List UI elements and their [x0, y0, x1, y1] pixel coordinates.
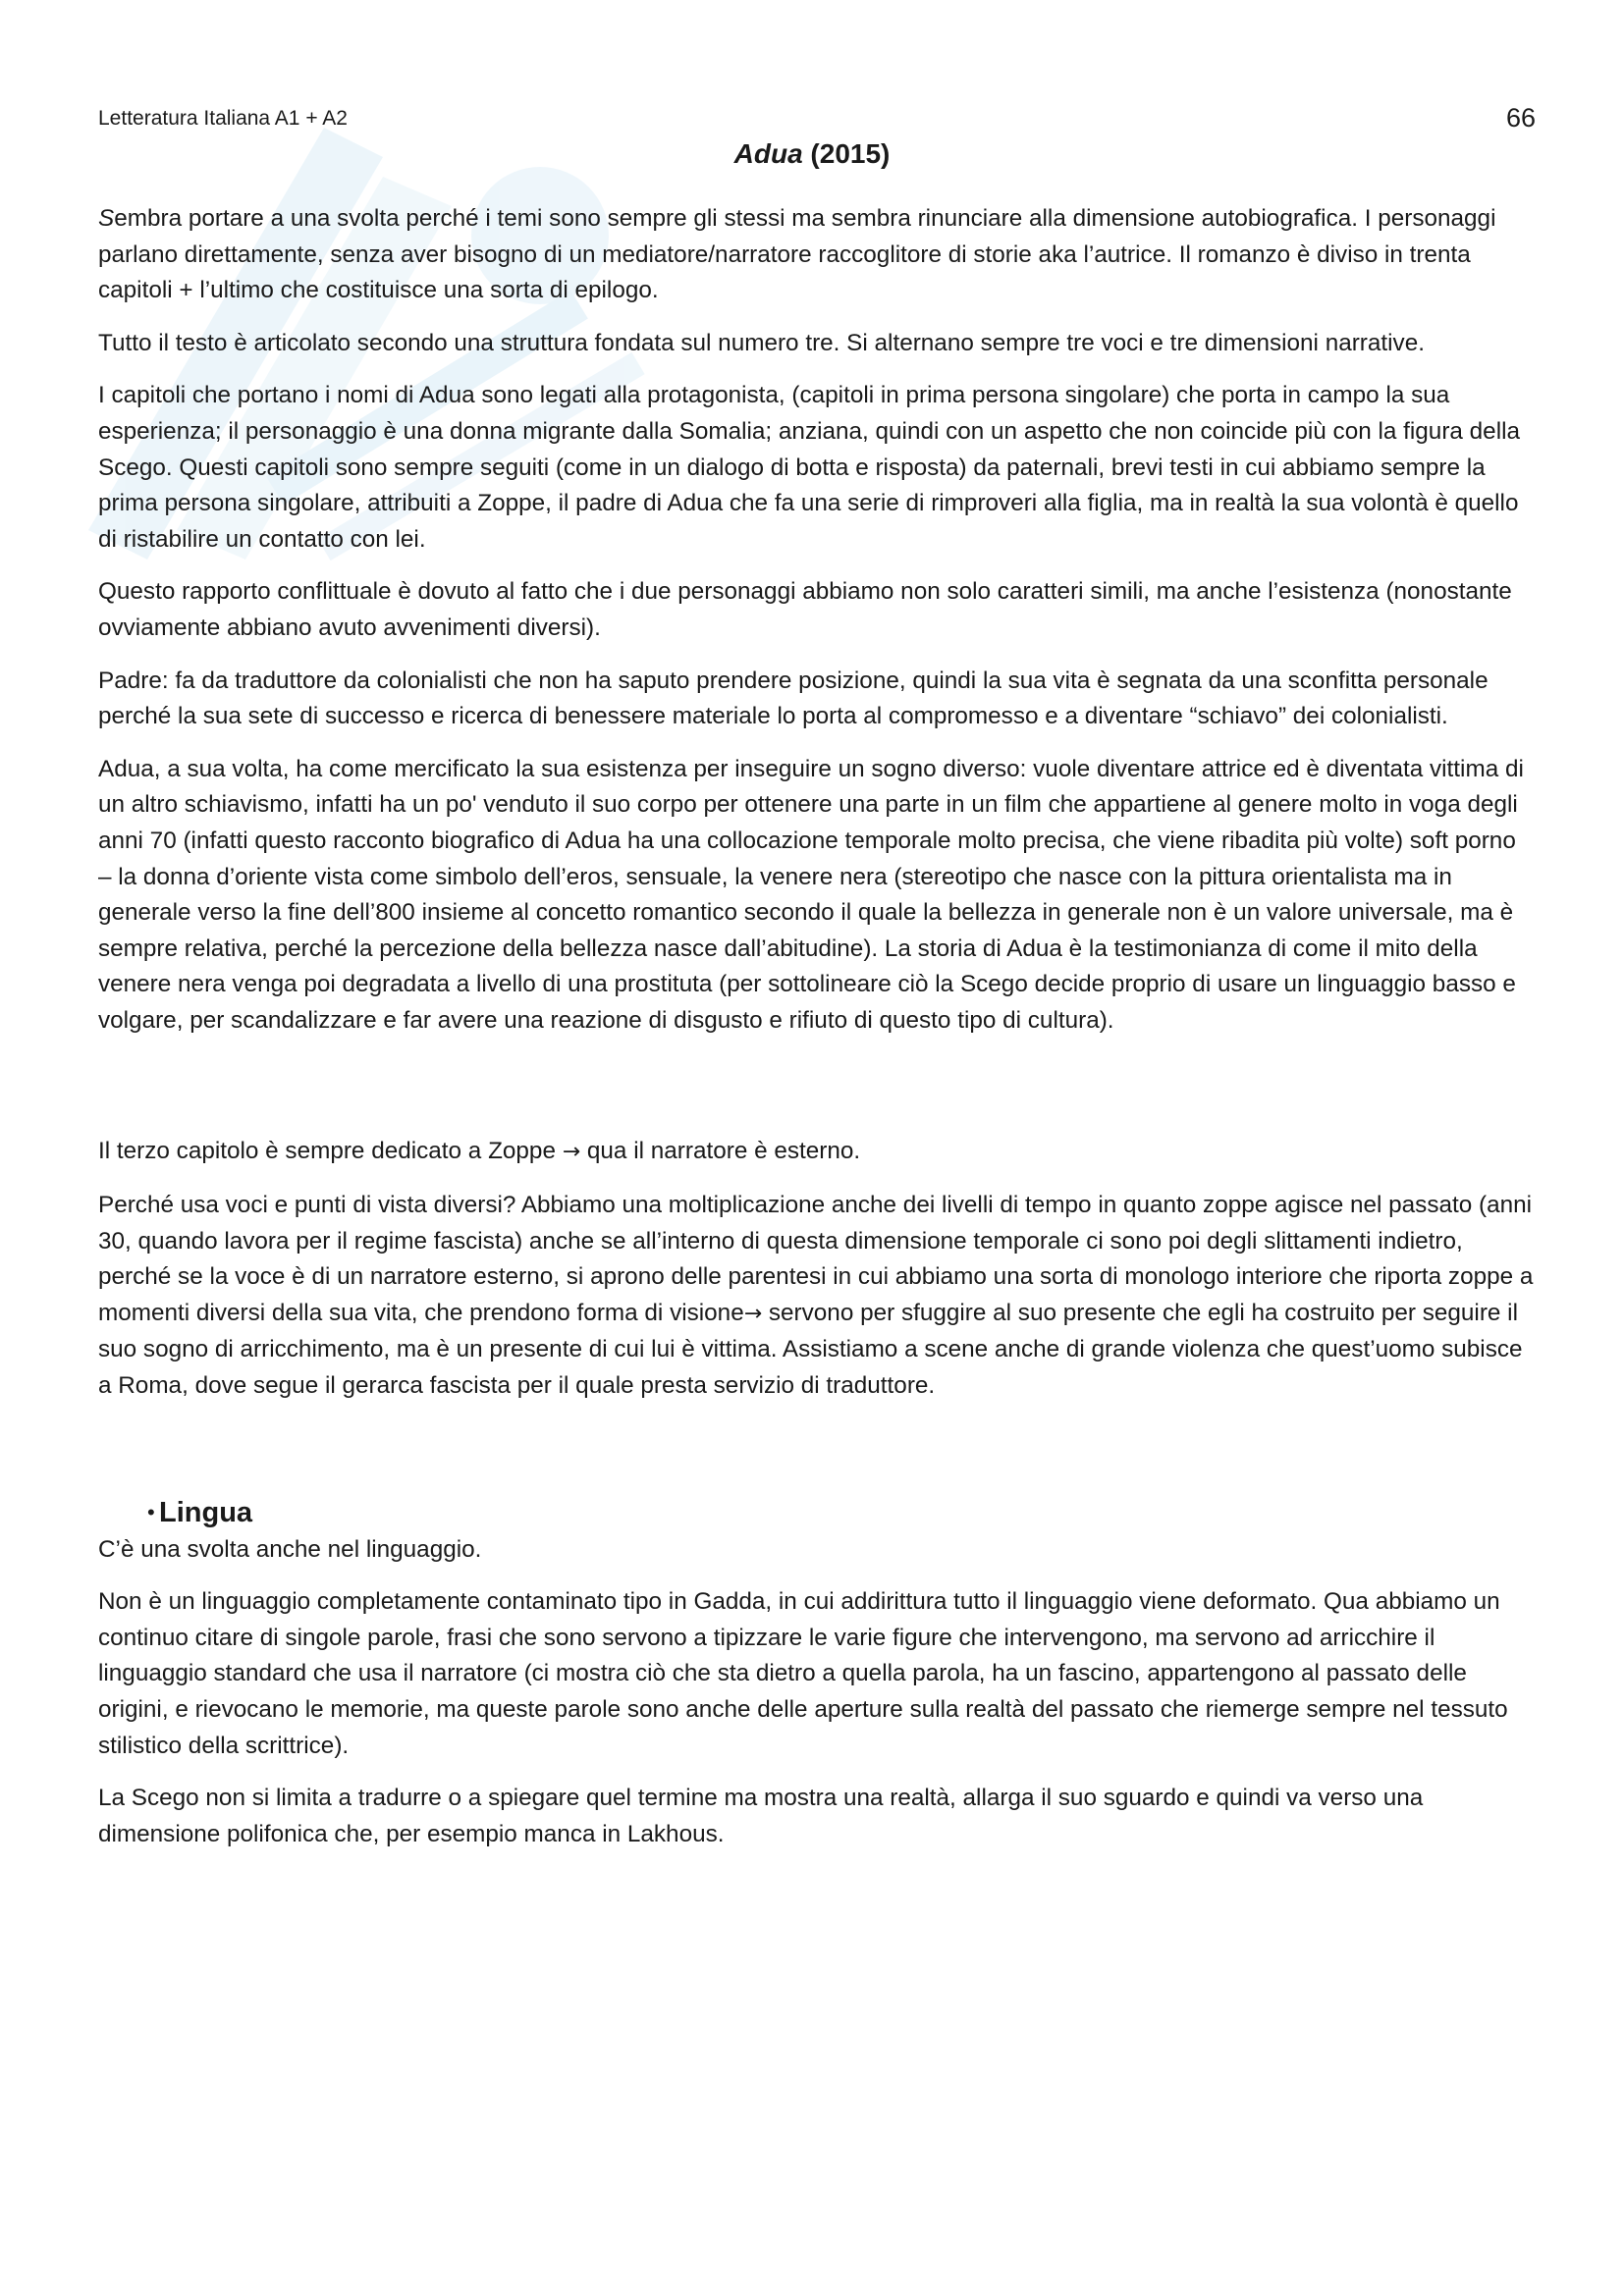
title-italic: Adua [733, 138, 803, 169]
text-run: Il terzo capitolo è sempre dedicato a Zoppe [98, 1138, 563, 1165]
paragraph: Sembra portare a una svolta perché i temi sono sempre gli stessi ma sembra rinunciare alla dimensione autobiografica. I personaggi parlano direttamente, senza aver bisogno di un mediatore/narratore raccoglitore di storie aka l’autrice. Il romanzo è diviso in trenta capitoli + l’ultimo che costituisce una sorta di epilogo. [98, 205, 1496, 304]
bullet-icon: • [147, 1500, 155, 1525]
paragraph: Tutto il testo è articolato secondo una struttura fondata sul numero tre. Si alternano sempre tre voci e tre dimensioni narrative. [98, 329, 1425, 356]
running-header: Letteratura Italiana A1 + A2 [98, 107, 348, 130]
paragraph: Non è un linguaggio completamente contaminato tipo in Gadda, in cui addirittura tutto il linguaggio viene deformato. Qua abbiamo un continuo citare di singole parole, frasi che sono servono a tipizzare le varie figure che intervengono, ma servono ad arricchire il linguaggio standard che usa il narratore (ci mostra ciò che sta dietro a quella parola, ha un fascino, appartengono al passato delle origini, e rievocano le memorie, ma queste parole sono anche delle aperture sulla realtà del passato che riemerge sempre nel tessuto stilistico della scrittrice). [98, 1588, 1508, 1759]
text-run: Perché usa voci e punti di vista diversi? Abbiamo una moltiplicazione anche dei livelli di tempo in quanto zoppe agisce nel passato (anni 30, quando lavora per il regime fascista) anche se all’interno di questa dimensione temporale ci sono poi degli slittamenti indietro, perché se la voce è di un narratore esterno, si aprono delle parentesi in cui abbiamo una sorta di monologo interiore che riporta zoppe a momenti diversi della sua vita, che prendono forma di visione [98, 1192, 1534, 1326]
title-year: (2015) [802, 138, 891, 169]
paragraph: Padre: fa da traduttore da colonialisti che non ha saputo prendere posizione, quindi la sua vita è segnata da una sconfitta personale perché la sua sete di successo e ricerca di benessere materiale lo porta al compromesso e a diventare “schiavo” dei colonialisti. [98, 667, 1489, 730]
paragraph: C’è una svolta anche nel linguaggio. [98, 1535, 482, 1563]
text-run: qua il narratore è esterno. [580, 1138, 861, 1165]
paragraph-zoppe [98, 1134, 1534, 1171]
body-text [98, 201, 1534, 1869]
text-run: servono per sfuggire al suo presente che egli ha costruito per seguire il suo sogno di arricchimento, ma è un presente di cui lui è vittima. Assistiamo a scene anche di grande violenza che quest’uomo subisce a Roma, dove segue il gerarca fascista per il quale presta servizio di traduttore. [98, 1299, 1523, 1400]
section-heading-label: Lingua [159, 1497, 253, 1529]
paragraph: Adua, a sua volta, ha come mercificato la sua esistenza per inseguire un sogno diverso: vuole diventare attrice ed è diventata vittima di un altro schiavismo, infatti ha un po' venduto il suo corpo per ottenere una parte in un film che appartiene al genere molto in voga degli anni 70 (infatti questo racconto biografico di Adua ha una collocazione temporale molto precisa, che viene ribadita più volte) soft porno – la donna d’oriente vista come simbolo dell’eros, sensuale, la venere nera (stereotipo che nasce con la pittura orientalista ma in generale verso la fine dell’800 insieme al concetto romantico secondo il quale la bellezza in generale non è un valore universale, ma è sempre relativa, perché la percezione della bellezza nasce dall’abitudine). La storia di Adua è la testimonianza di come il mito della venere nera venga poi degradata a livello di una prostituta (per sottolineare ciò la Scego decide proprio di usare un linguaggio basso e volgare, per scandalizzare e far avere una reazione di disgusto e rifiuto di questo tipo di cultura). [98, 755, 1524, 1034]
section-title [0, 137, 1624, 171]
arrow-right-icon: → [562, 1140, 581, 1165]
spacer [98, 1421, 1534, 1495]
paragraph-voices [98, 1188, 1534, 1405]
spacer [98, 1055, 1534, 1134]
paragraph: I capitoli che portano i nomi di Adua sono legati alla protagonista, (capitoli in prima persona singolare) che porta in campo la sua esperienza; il personaggio è una donna migrante dalla Somalia; anziana, quindi con un aspetto che non coincide più con la figura della Scego. Questi capitoli sono sempre seguiti (come in un dialogo di botta e risposta) da paternali, brevi testi in cui abbiamo sempre la prima persona singolare, attribuiti a Zoppe, il padre di Adua che fa una serie di rimproveri alla figlia, ma in realtà la sua volontà è quello di ristabilire un contatto con lei. [98, 382, 1521, 553]
arrow-right-icon: → [743, 1301, 763, 1326]
page-number: 66 [1505, 103, 1536, 133]
paragraph: Questo rapporto conflittuale è dovuto al fatto che i due personaggi abbiamo non solo caratteri simili, ma anche l’esistenza (nonostante ovviamente abbiano avuto avvenimenti diversi). [98, 578, 1512, 641]
paragraph: La Scego non si limita a tradurre o a spiegare quel termine ma mostra una realtà, allarga il suo sguardo e quindi va verso una dimensione polifonica che, per esempio manca in Lakhous. [98, 1785, 1424, 1847]
section-heading-lingua [98, 1495, 1534, 1532]
